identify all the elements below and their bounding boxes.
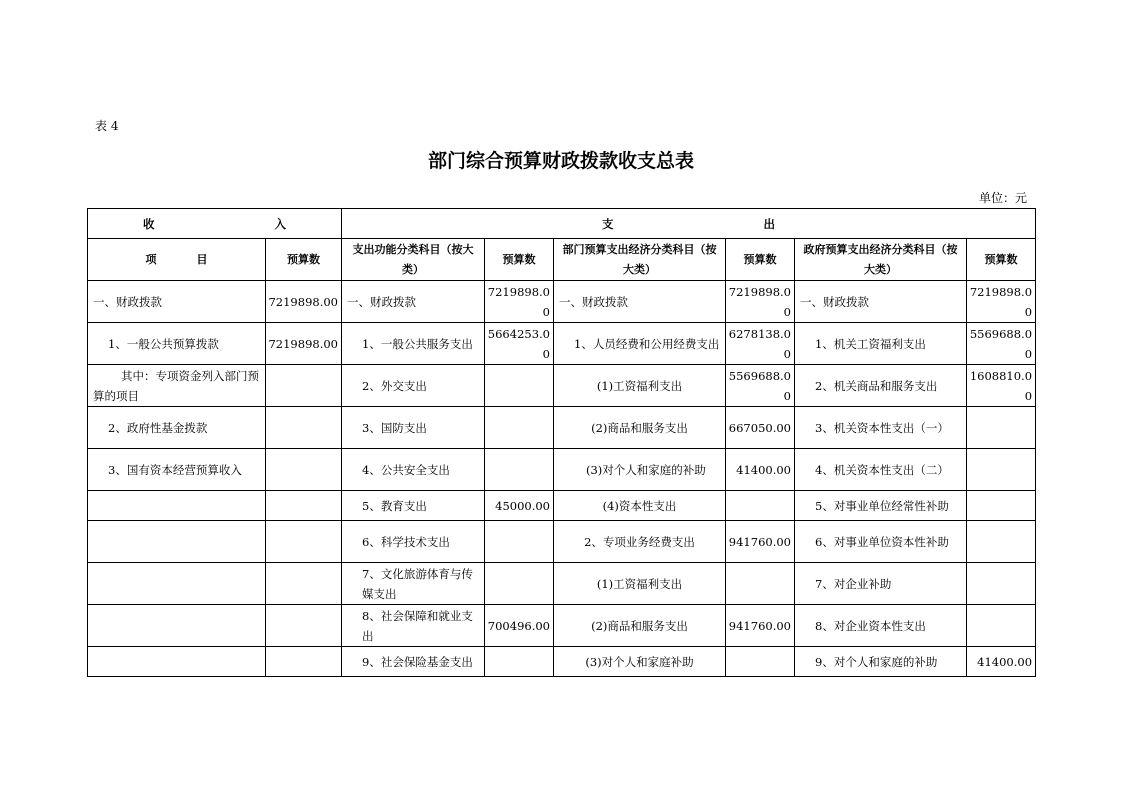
dept-amount [726,647,795,677]
dept-amount: 667050.00 [726,407,795,449]
income-header-char-2: 入 [274,216,286,231]
income-item [88,491,266,521]
dept-item: (2)商品和服务支出 [554,605,726,647]
func-item: 1、一般公共服务支出 [342,323,485,365]
dept-item: (3)对个人和家庭的补助 [554,449,726,491]
gov-item: 8、对企业资本性支出 [795,605,967,647]
func-item: 一、财政拨款 [342,281,485,323]
gov-item: 一、财政拨款 [795,281,967,323]
table-row [88,491,1036,521]
table-row [88,605,1036,647]
income-item [88,647,266,677]
func-budget-header: 预算数 [485,239,554,281]
dept-item: (1)工资福利支出 [554,563,726,605]
dept-amount: 941760.00 [726,521,795,563]
func-amount [485,647,554,677]
table-row [88,365,1036,407]
dept-amount: 41400.00 [726,449,795,491]
income-item: 1、一般公共预算拨款 [88,323,266,365]
income-amount [266,521,342,563]
func-amount [485,365,554,407]
dept-item: (1)工资福利支出 [554,365,726,407]
table-row [88,281,1036,323]
gov-amount: 41400.00 [967,647,1036,677]
dept-amount [726,491,795,521]
gov-amount [967,563,1036,605]
document-title: 部门综合预算财政拨款收支总表 [427,150,694,172]
income-amount [266,647,342,677]
table-row [88,563,1036,605]
table-row [88,323,1036,365]
income-item [88,521,266,563]
expense-header-char-2: 出 [763,216,776,231]
header-row-2 [88,239,1036,281]
gov-amount: 7219898.00 [967,281,1036,323]
func-amount: 45000.00 [485,491,554,521]
gov-category-header: 政府预算支出经济分类科目（按大类） [795,239,967,281]
gov-amount [967,491,1036,521]
func-amount [485,563,554,605]
income-amount [266,449,342,491]
item-header-char-1: 项 [145,252,157,266]
func-amount: 5664253.00 [485,323,554,365]
gov-amount [967,605,1036,647]
dept-item: (4)资本性支出 [554,491,726,521]
gov-item: 3、机关资本性支出（一） [795,407,967,449]
income-amount: 7219898.00 [266,281,342,323]
dept-amount: 6278138.00 [726,323,795,365]
expense-header [342,209,1036,239]
budget-table [87,208,1036,677]
dept-amount: 5569688.00 [726,365,795,407]
gov-item: 2、机关商品和服务支出 [795,365,967,407]
gov-item: 7、对企业补助 [795,563,967,605]
income-amount [266,605,342,647]
gov-amount [967,407,1036,449]
gov-budget-header: 预算数 [967,239,1036,281]
dept-item: (2)商品和服务支出 [554,407,726,449]
dept-item: (3)对个人和家庭补助 [554,647,726,677]
func-item: 5、教育支出 [342,491,485,521]
income-header [88,209,342,239]
func-item: 7、文化旅游体育与传媒支出 [342,563,485,605]
income-header-char-1: 收 [143,216,155,231]
income-amount [266,365,342,407]
dept-item: 一、财政拨款 [554,281,726,323]
func-item: 3、国防支出 [342,407,485,449]
func-amount [485,449,554,491]
gov-item: 6、对事业单位资本性补助 [795,521,967,563]
income-amount [266,563,342,605]
income-item: 其中：专项资金列入部门预算的项目 [88,365,266,407]
dept-item: 2、专项业务经费支出 [554,521,726,563]
dept-amount [726,563,795,605]
func-item: 6、科学技术支出 [342,521,485,563]
func-amount: 700496.00 [485,605,554,647]
dept-category-header: 部门预算支出经济分类科目（按大类） [554,239,726,281]
gov-item: 4、机关资本性支出（二） [795,449,967,491]
dept-budget-header: 预算数 [726,239,795,281]
item-header [88,239,266,281]
table-row [88,449,1036,491]
income-budget-header: 预算数 [266,239,342,281]
func-item: 8、社会保障和就业支出 [342,605,485,647]
func-amount [485,521,554,563]
gov-item: 5、对事业单位经常性补助 [795,491,967,521]
unit-label: 单位：元 [979,191,1028,205]
gov-item: 1、机关工资福利支出 [795,323,967,365]
dept-amount: 7219898.00 [726,281,795,323]
income-item: 一、财政拨款 [88,281,266,323]
gov-amount [967,521,1036,563]
func-item: 9、社会保险基金支出 [342,647,485,677]
func-amount: 7219898.00 [485,281,554,323]
gov-amount: 5569688.00 [967,323,1036,365]
income-item [88,605,266,647]
income-amount [266,491,342,521]
expense-header-char-1: 支 [602,216,614,231]
table-row [88,407,1036,449]
dept-item: 1、人员经费和公用经费支出 [554,323,726,365]
income-item: 2、政府性基金拨款 [88,407,266,449]
income-item [88,563,266,605]
table-row [88,521,1036,563]
table-row [88,647,1036,677]
gov-item: 9、对个人和家庭的补助 [795,647,967,677]
gov-amount [967,449,1036,491]
func-item: 4、公共安全支出 [342,449,485,491]
income-amount: 7219898.00 [266,323,342,365]
income-item: 3、国有资本经营预算收入 [88,449,266,491]
func-item: 2、外交支出 [342,365,485,407]
func-amount [485,407,554,449]
item-header-char-2: 目 [196,252,208,266]
dept-amount: 941760.00 [726,605,795,647]
func-category-header: 支出功能分类科目（按大类） [342,239,485,281]
table-number: 表 4 [95,119,119,133]
header-row-1 [88,209,1036,239]
gov-amount: 1608810.00 [967,365,1036,407]
income-amount [266,407,342,449]
